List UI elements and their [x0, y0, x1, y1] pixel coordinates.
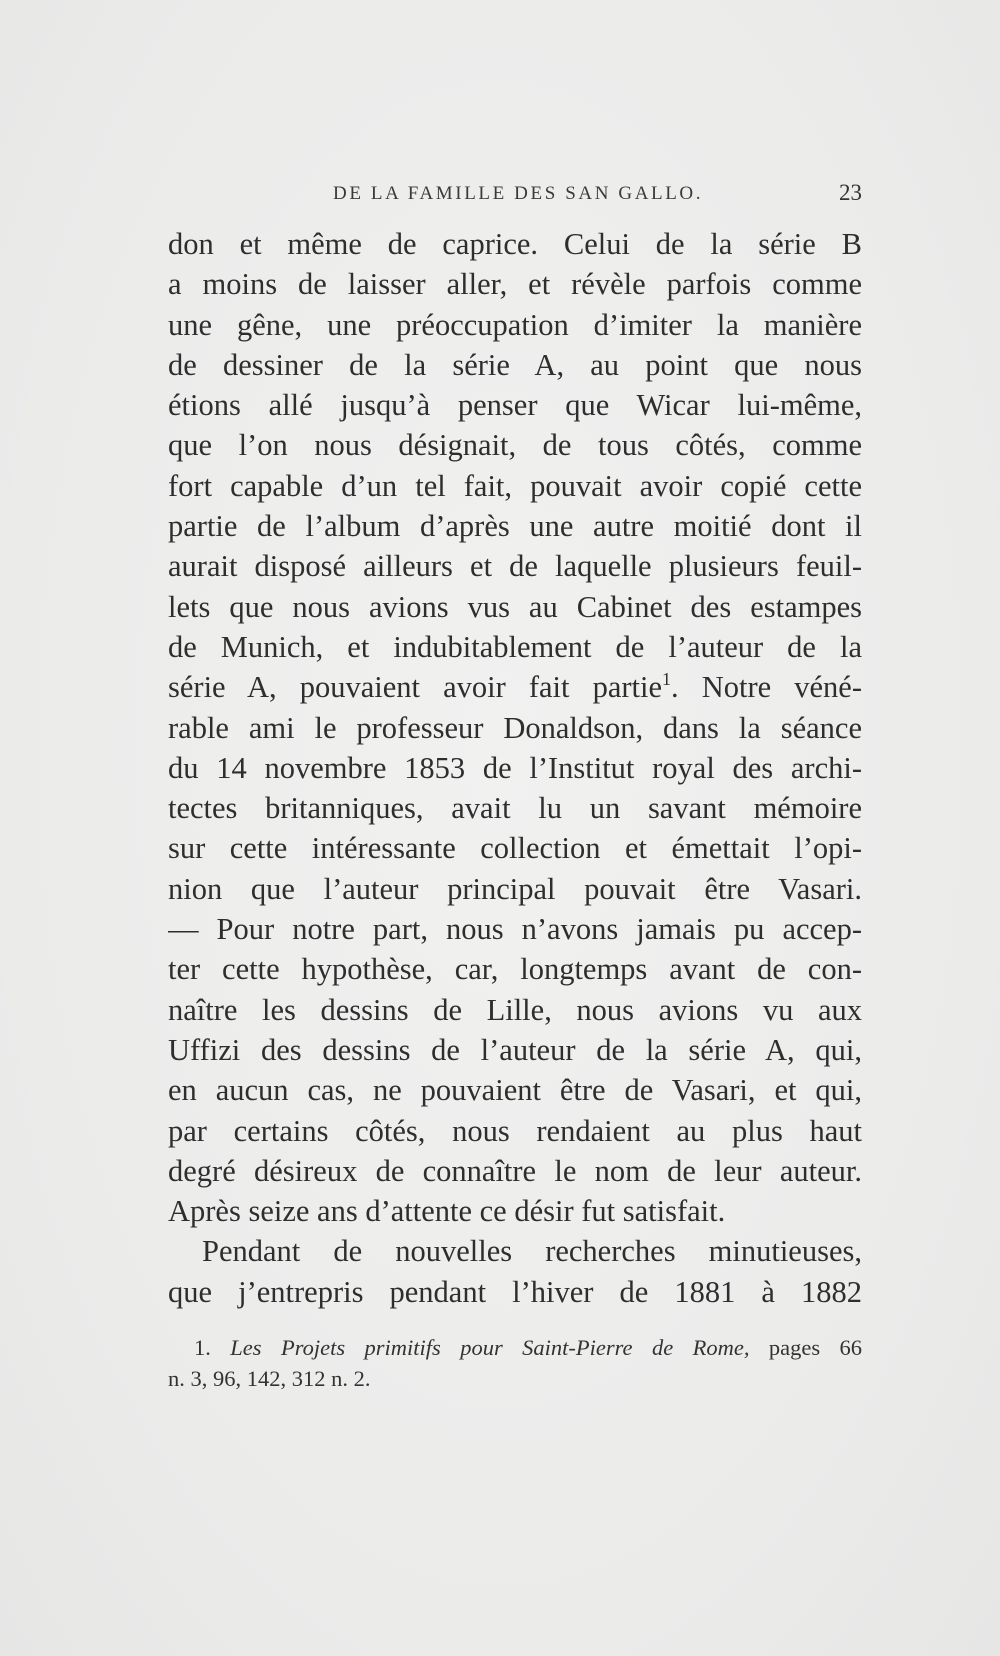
text-line: étions allé jusqu’à penser que Wicar lui-même,	[168, 388, 862, 423]
text-line: naître les dessins de Lille, nous avions vu aux	[168, 992, 862, 1027]
text-line: degré désireux de connaître le nom de leur auteur.	[168, 1153, 862, 1188]
text-line-with-note	[168, 667, 862, 707]
text-line: rable ami le professeur Donaldson, dans la séance	[168, 710, 862, 745]
text-line: don et même de caprice. Celui de la série B	[168, 227, 862, 261]
text-line: nion que l’auteur principal pouvait être Vasari.	[168, 871, 862, 906]
text-line: lets que nous avions vus au Cabinet des estampes	[168, 589, 862, 624]
body-text	[168, 224, 862, 1312]
text-line: partie de l’album d’après une autre moitié dont il	[168, 509, 862, 544]
text-line: de Munich, et indubitablement de l’auteur de la	[168, 629, 862, 664]
text-line: par certains côtés, nous rendaient au plus haut	[168, 1113, 862, 1148]
footnote-line	[168, 1332, 862, 1363]
text-line: une gêne, une préoccupation d’imiter la manière	[168, 307, 862, 342]
text-line: Après seize ans d’attente ce désir fut satisfait.	[168, 1194, 726, 1229]
text-line-paragraph-start: Pendant de nouvelles recherches minutieuses,	[202, 1234, 862, 1269]
footnote-title: Les Projets primitifs pour Saint-Pierre de Rome,	[230, 1335, 750, 1360]
footnote-number: 1.	[194, 1335, 211, 1360]
text-line: que j’entrepris pendant l’hiver de 1881 à 1882	[168, 1274, 862, 1309]
text-line: a moins de laisser aller, et révèle parfois comme	[168, 267, 862, 302]
running-title: DE LA FAMILLE DES SAN GALLO.	[333, 183, 704, 204]
text-line: ter cette hypothèse, car, longtemps avant de con-	[168, 952, 862, 987]
footnote-line: n. 3, 96, 142, 312 n. 2.	[168, 1366, 371, 1391]
text-line: sur cette intéressante collection et émettait l’opi-	[168, 831, 862, 866]
text-line: fort capable d’un tel fait, pouvait avoir copié cette	[168, 468, 862, 503]
page-number: 23	[839, 180, 862, 205]
text-line: du 14 novembre 1853 de l’Institut royal des archi-	[168, 750, 862, 785]
text-line: — Pour notre part, nous n’avons jamais pu accep-	[168, 912, 862, 947]
footnote-marker: 1	[662, 669, 672, 690]
text-line: que l’on nous désignait, de tous côtés, comme	[168, 428, 862, 463]
footnotes	[168, 1332, 862, 1394]
text-line: aurait disposé ailleurs et de laquelle plusieurs feuil-	[168, 549, 862, 584]
text-line: tectes britanniques, avait lu un savant mémoire	[168, 791, 862, 826]
text-line: Uffizi des dessins de l’auteur de la série A, qui,	[168, 1032, 862, 1067]
text-line-part: série A, pouvaient avoir fait partie	[168, 670, 663, 705]
running-head	[168, 180, 862, 213]
text-line: en aucun cas, ne pouvaient être de Vasari, et qui,	[168, 1073, 862, 1108]
text-line: de dessiner de la série A, au point que nous	[168, 347, 862, 382]
footnote-pages: pages 66	[749, 1335, 863, 1360]
text-line-part: . Notre véné-	[671, 670, 862, 705]
